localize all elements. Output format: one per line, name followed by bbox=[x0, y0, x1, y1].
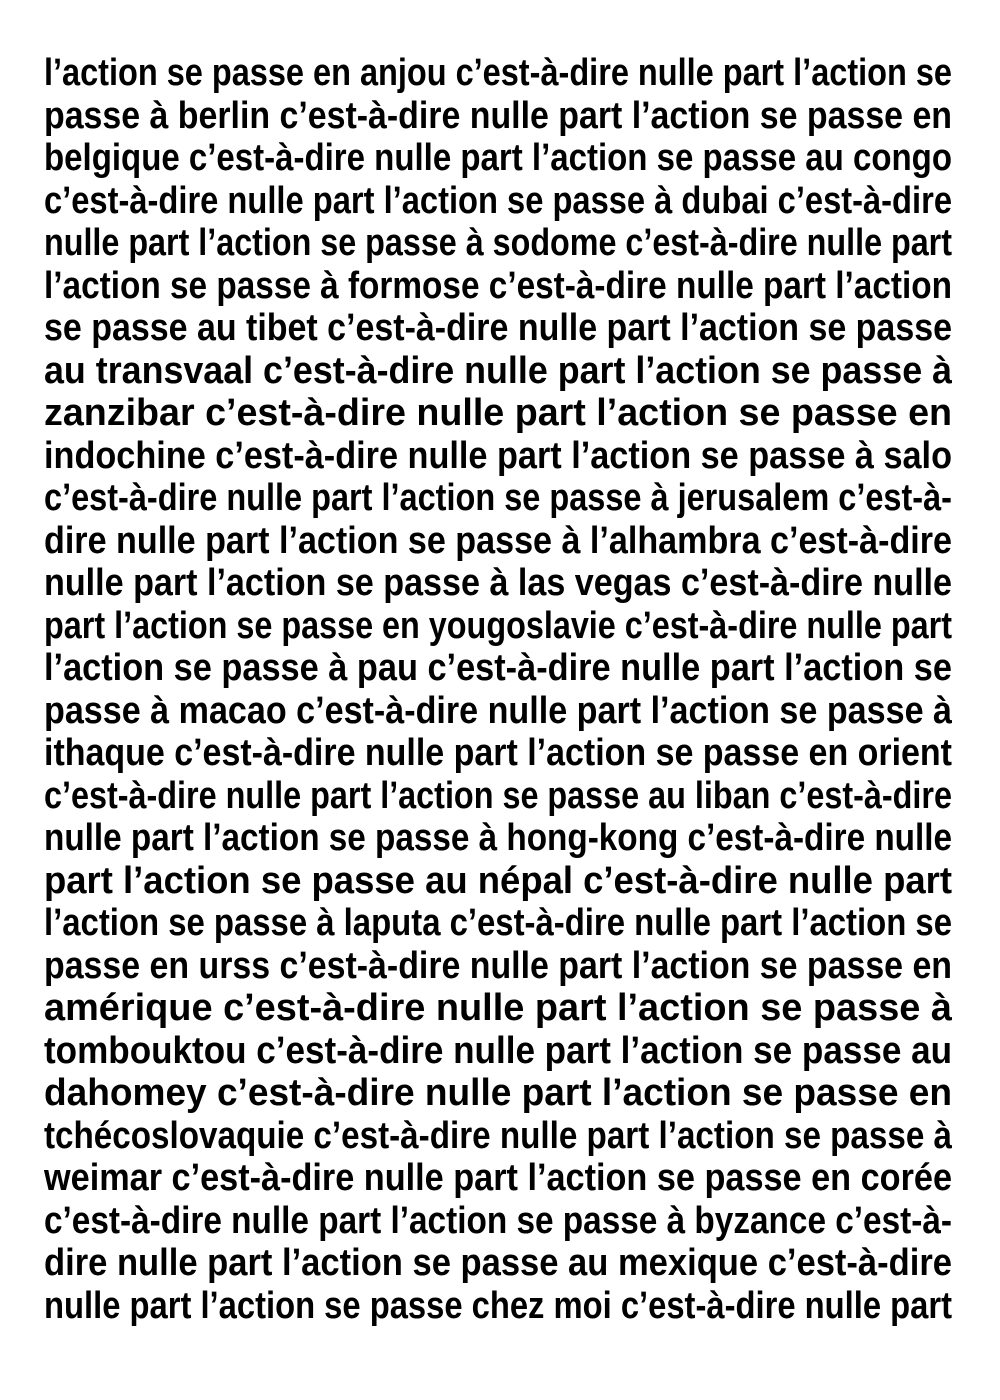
text-line bbox=[44, 477, 952, 520]
text-line-content: l’action se passe à pau c’est-à-dire nulle part l’action se bbox=[44, 647, 952, 689]
text-line bbox=[44, 987, 952, 1030]
text-line bbox=[44, 775, 952, 818]
text-line-content: nulle part l’action se passe chez moi c’est-à-dire nulle part bbox=[44, 1284, 952, 1327]
text-line-content: c’est-à-dire nulle part l’action se passe à byzance c’est-à- bbox=[44, 1199, 952, 1242]
text-line-content: weimar c’est-à-dire nulle part l’action se passe en corée bbox=[44, 1157, 952, 1199]
text-line bbox=[44, 307, 952, 350]
text-line bbox=[44, 1242, 952, 1285]
text-line-content: l’action se passe à laputa c’est-à-dire nulle part l’action se bbox=[44, 902, 952, 944]
text-line-content: dahomey c’est-à-dire nulle part l’action se passe en bbox=[44, 1072, 952, 1114]
text-line bbox=[44, 902, 952, 945]
text-line bbox=[44, 732, 952, 775]
text-line-content: dire nulle part l’action se passe au mexique c’est-à-dire bbox=[44, 1242, 952, 1284]
text-line-content: l’action se passe à formose c’est-à-dire nulle part l’action bbox=[44, 264, 952, 307]
text-line bbox=[44, 265, 952, 308]
text-line-content: dire nulle part l’action se passe à l’alhambra c’est-à-dire bbox=[44, 519, 952, 562]
text-line-content: nulle part l’action se passe à sodome c’est-à-dire nulle part bbox=[44, 222, 952, 264]
text-line bbox=[44, 435, 952, 478]
text-line-content: tchécoslovaquie c’est-à-dire nulle part l’action se passe à bbox=[44, 1114, 952, 1157]
text-line-content: c’est-à-dire nulle part l’action se passe au liban c’est-à-dire bbox=[44, 774, 952, 817]
text-line bbox=[44, 605, 952, 648]
text-line-content: au transvaal c’est-à-dire nulle part l’action se passe à bbox=[44, 349, 952, 392]
text-line-content: passe en urss c’est-à-dire nulle part l’action se passe en bbox=[44, 944, 952, 987]
text-line-content: part l’action se passe au népal c’est-à-dire nulle part bbox=[44, 859, 952, 902]
text-line-content: nulle part l’action se passe à las vegas c’est-à-dire nulle bbox=[44, 562, 952, 604]
text-line bbox=[44, 1030, 952, 1073]
text-line bbox=[44, 690, 952, 733]
text-line bbox=[44, 562, 952, 605]
text-line bbox=[44, 1157, 952, 1200]
text-line bbox=[44, 1285, 952, 1328]
text-line-content: passe à berlin c’est-à-dire nulle part l’action se passe en bbox=[44, 94, 952, 137]
text-line bbox=[44, 1115, 952, 1158]
text-line-content: amérique c’est-à-dire nulle part l’action se passe à bbox=[44, 987, 952, 1029]
text-line-content: zanzibar c’est-à-dire nulle part l’action se passe en bbox=[44, 392, 952, 434]
text-line-content: part l’action se passe en yougoslavie c’est-à-dire nulle part bbox=[44, 604, 952, 647]
text-line bbox=[44, 860, 952, 903]
text-line-content: c’est-à-dire nulle part l’action se passe à jerusalem c’est-à- bbox=[44, 477, 952, 519]
text-line-content: l’action se passe en anjou c’est-à-dire nulle part l’action se bbox=[44, 52, 952, 94]
text-line bbox=[44, 222, 952, 265]
text-line-content: tombouktou c’est-à-dire nulle part l’action se passe au bbox=[44, 1029, 952, 1072]
text-line bbox=[44, 1200, 952, 1243]
text-line-content: se passe au tibet c’est-à-dire nulle part l’action se passe bbox=[44, 307, 952, 349]
text-line-content: indochine c’est-à-dire nulle part l’action se passe à salo bbox=[44, 434, 952, 477]
text-line bbox=[44, 180, 952, 223]
text-line bbox=[44, 945, 952, 988]
text-line bbox=[44, 1072, 952, 1115]
text-line bbox=[44, 350, 952, 393]
text-line-content: c’est-à-dire nulle part l’action se passe à dubai c’est-à-dire bbox=[44, 179, 952, 222]
text-line bbox=[44, 392, 952, 435]
text-line bbox=[44, 520, 952, 563]
text-line-content: nulle part l’action se passe à hong-kong c’est-à-dire nulle bbox=[44, 817, 952, 859]
text-line bbox=[44, 647, 952, 690]
text-line bbox=[44, 137, 952, 180]
text-line bbox=[44, 52, 952, 95]
text-line-content: belgique c’est-à-dire nulle part l’action se passe au congo bbox=[44, 137, 952, 179]
text-line bbox=[44, 95, 952, 138]
text-block bbox=[44, 52, 952, 1342]
text-line bbox=[44, 817, 952, 860]
text-line-content: ithaque c’est-à-dire nulle part l’action se passe en orient bbox=[44, 732, 952, 774]
text-line-content: passe à macao c’est-à-dire nulle part l’action se passe à bbox=[44, 689, 952, 732]
